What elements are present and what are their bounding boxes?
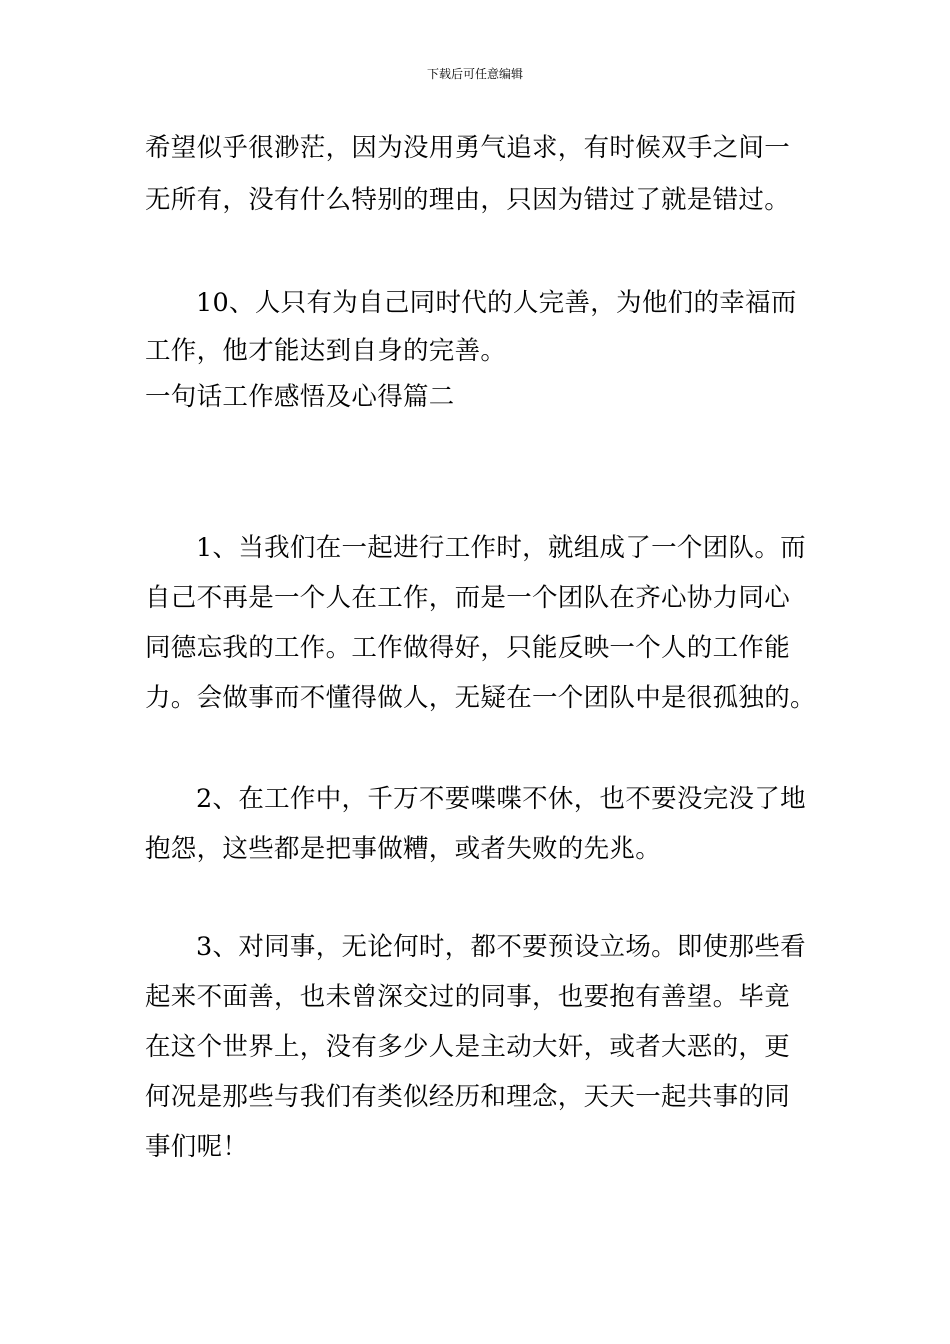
text-line: 同德忘我的工作。工作做得好，只能反映一个人的工作能 bbox=[145, 633, 791, 663]
text-line: 希望似乎很渺茫，因为没用勇气追求，有时候双手之间一 bbox=[145, 133, 791, 163]
section-heading: 一句话工作感悟及心得篇二 bbox=[145, 382, 455, 412]
text-line: 工作，他才能达到自身的完善。 bbox=[145, 336, 507, 366]
text-line: 起来不面善，也未曾深交过的同事，也要抱有善望。毕竟 bbox=[145, 982, 791, 1012]
header-note: 下载后可任意编辑 bbox=[426, 67, 523, 81]
text-line: 何况是那些与我们有类似经历和理念，天天一起共事的同 bbox=[145, 1082, 791, 1112]
text-line: 事们呢！ bbox=[145, 1132, 249, 1162]
text-line: 3、对同事，无论何时，都不要预设立场。即使那些看 bbox=[196, 932, 806, 962]
text-line: 无所有，没有什么特别的理由，只因为错过了就是错过。 bbox=[145, 185, 791, 215]
text-line: 1、当我们在一起进行工作时，就组成了一个团队。而 bbox=[196, 533, 806, 563]
text-line: 2、在工作中，千万不要喋喋不休，也不要没完没了地 bbox=[196, 784, 806, 814]
text-line: 自己不再是一个人在工作，而是一个团队在齐心协力同心 bbox=[145, 583, 791, 613]
text-line: 抱怨，这些都是把事做糟，或者失败的先兆。 bbox=[145, 834, 662, 864]
text-line: 10、人只有为自己同时代的人完善，为他们的幸福而 bbox=[196, 288, 797, 318]
text-line: 力。会做事而不懂得做人，无疑在一个团队中是很孤独的。 bbox=[145, 683, 816, 713]
text-line: 在这个世界上，没有多少人是主动大奸，或者大恶的，更 bbox=[145, 1032, 791, 1062]
